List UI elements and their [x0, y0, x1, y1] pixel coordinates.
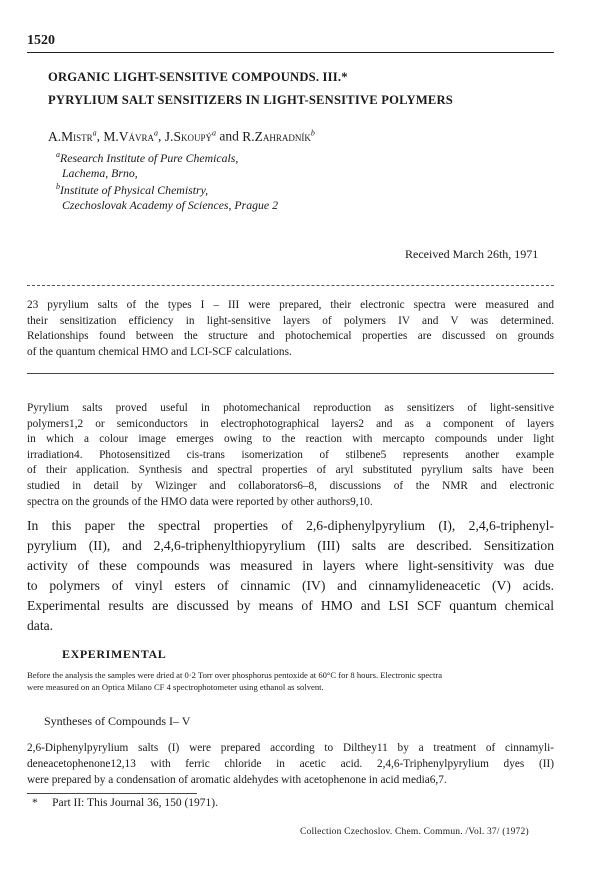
synthesis-line: 2,6-Diphenylpyrylium salts (I) were prepared according to Dilthey11 by a treatment of cinnamyli- — [27, 742, 554, 754]
footnote: * Part II: This Journal 36, 150 (1971). — [32, 797, 219, 809]
header-rule — [27, 52, 554, 53]
intro-line: spectra on the grounds of the HMO data were reported by other authors9,10. — [27, 495, 373, 508]
scope-line: activity of these compounds was measured in layers where light-sensitivity was due — [27, 558, 554, 573]
abstract-line: 23 pyrylium salts of the types I – III were prepared, their electronic spectra were measured and — [27, 299, 554, 311]
subheading-syntheses: Syntheses of Compounds I– V — [44, 714, 191, 728]
author-2: M.Vávra$^a$ — [103, 128, 159, 144]
abstract-top-rule — [27, 285, 554, 286]
intro-paragraph — [27, 401, 554, 510]
synthesis-paragraph — [27, 740, 554, 788]
author-3: J.Skoupý$^a$ — [164, 128, 216, 144]
synthesis-line: were prepared by a condensation of aromatic aldehydes with acetophenone in acid media6,7. — [27, 774, 447, 786]
paper-scope-paragraph — [27, 516, 554, 636]
intro-line: Pyrylium salts proved useful in photomechanical reproduction as sensitizers of light-sensitive — [27, 402, 554, 414]
abstract-line: of the quantum chemical HMO and LCI-SCF calculations. — [27, 345, 292, 358]
affiliation-a-line-2: Lachema, Brno, — [62, 166, 138, 180]
journal-footer: Collection Czechoslov. Chem. Commun. /Vol. 37/ (1972) — [300, 827, 529, 837]
abstract-line: Relationships found between the structure and photochemical properties are discussed on grounds — [27, 330, 554, 343]
title-line-1: ORGANIC LIGHT-SENSITIVE COMPOUNDS. III.* — [48, 70, 348, 84]
abstract-bottom-rule — [27, 373, 554, 374]
affiliation-a-line-1: $^a$Research Institute of Pure Chemicals, — [56, 150, 239, 165]
experimental-note — [27, 669, 554, 693]
note-line: Before the analysis the samples were dried at 0·2 Torr over phosphorus pentoxide at 60°C for 8 hours. Electronic spectra — [27, 670, 443, 680]
scope-line: Experimental results are discussed by means of HMO and LSI SCF quantum chemical — [27, 598, 554, 613]
scope-line: pyrylium (II), and 2,4,6-triphenylthiopyrylium (III) salts are described. Sensitization — [27, 538, 554, 553]
abstract — [27, 298, 554, 360]
scope-line: In this paper the spectral properties of 2,6-diphenylpyrylium (I), 2,4,6-triphenyl- — [27, 518, 554, 533]
author-1: A.Mistr$^a$ — [48, 128, 97, 144]
section-heading-experimental: EXPERIMENTAL — [62, 647, 167, 661]
scope-line: to polymers of vinyl esters of cinnamic (IV) and cinnamylideneacetic (V) acids. — [27, 578, 554, 593]
note-line: were measured on an Optica Milano CF 4 spectrophotometer using ethanol as solvent. — [27, 682, 324, 692]
intro-line: studied in detail by Wizinger and collaborators6–8, discussions of the NMR and electronic — [27, 479, 554, 492]
affiliation-b-line-2: Czechoslovak Academy of Sciences, Prague 2 — [62, 198, 278, 212]
author-4: R.Zahradník$^b$ — [242, 128, 315, 144]
abstract-line: their sensitization efficiency in light-sensitive layers of polymers IV and V was determined. — [27, 314, 554, 327]
affiliation-b-line-1: $^b$Institute of Physical Chemistry, — [56, 182, 209, 197]
intro-line: in which a colour image emerges owing to the reaction with mercapto compounds under light — [27, 433, 554, 446]
page-number: 1520 — [27, 33, 55, 48]
scope-line: data. — [27, 618, 54, 633]
intro-line: of their application. Synthesis and spectral properties of aryl substituted pyrylium salts have been — [27, 464, 554, 477]
footnote-rule — [27, 793, 197, 794]
author-list: A.Mistr$^a$, M.Vávra$^a$, J.Skoupý$^a$ and R.Zahradník$^b$ — [48, 128, 315, 144]
synthesis-line: deneacetophenone12,13 with ferric chloride in acetic acid. 2,4,6-Triphenylpyrylium dyes (II) — [27, 758, 554, 770]
received-date: Received March 26th, 1971 — [405, 247, 539, 261]
title-line-2: PYRYLIUM SALT SENSITIZERS IN LIGHT-SENSITIVE POLYMERS — [48, 93, 454, 107]
intro-line: irradiation4. Photosensitized cis-trans isomerization of stilbene5 represents another example — [27, 448, 554, 461]
intro-line: polymers1,2 or semiconductors in electrophotographical layers2 and as a component of layers — [27, 417, 554, 430]
